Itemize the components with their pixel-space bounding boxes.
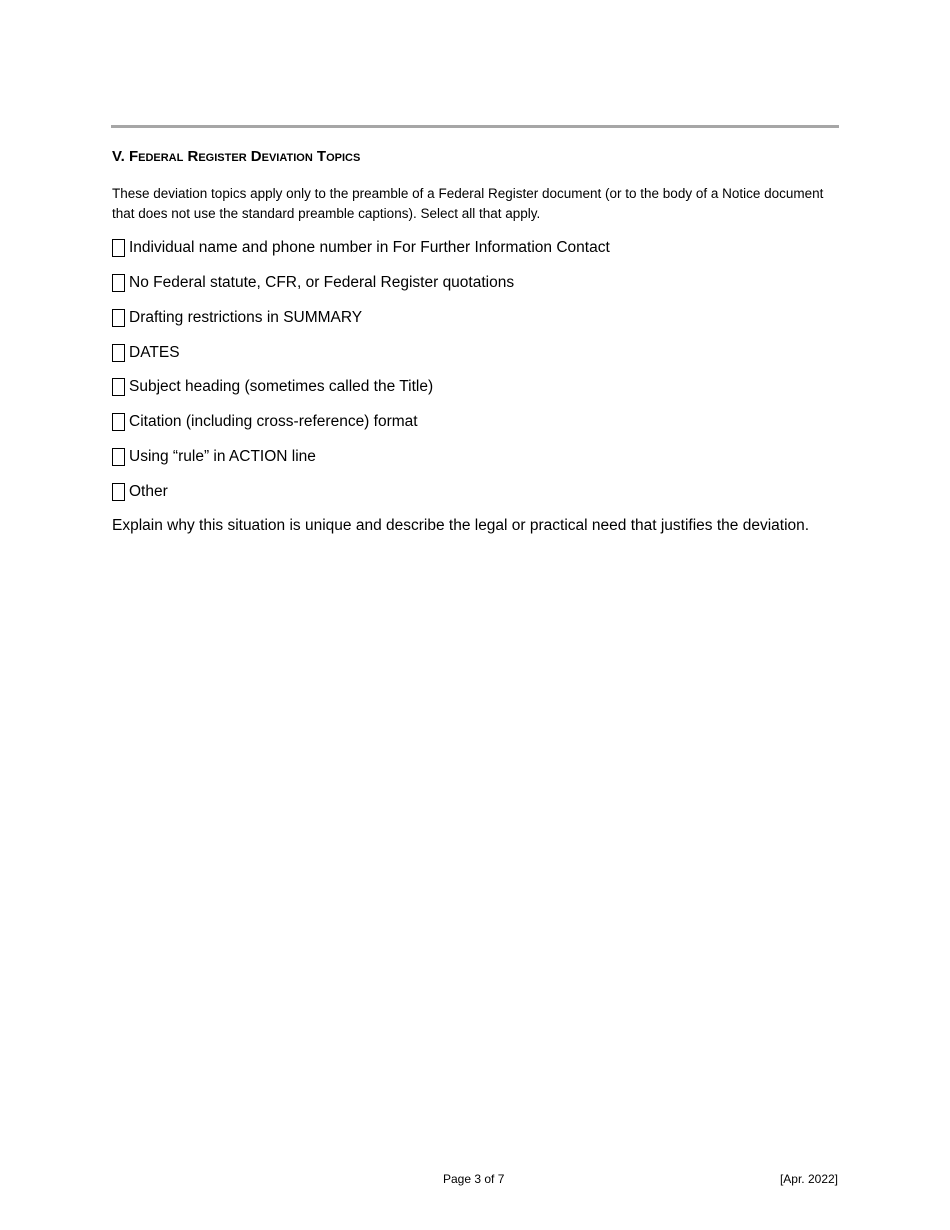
checkbox[interactable]	[112, 274, 125, 292]
section-intro: These deviation topics apply only to the preamble of a Federal Register document (or to the body of a Notice document that does not use the standard preamble captions). Select all that apply.	[112, 186, 824, 221]
section-divider	[111, 125, 839, 128]
option-row-contact[interactable]	[112, 237, 610, 259]
checkbox[interactable]	[112, 378, 125, 396]
checkbox[interactable]	[112, 239, 125, 257]
option-label: Individual name and phone number in For Further Information Contact	[129, 239, 610, 256]
option-label: Drafting restrictions in SUMMARY	[129, 309, 363, 326]
section-title: V. Federal Register Deviation Topics	[112, 148, 361, 165]
checkbox[interactable]	[112, 344, 125, 362]
option-row-summary[interactable]	[112, 307, 362, 329]
option-label: DATES	[129, 344, 180, 361]
checkbox[interactable]	[112, 309, 125, 327]
checkbox[interactable]	[112, 448, 125, 466]
option-row-quotations[interactable]	[112, 272, 514, 294]
explain-prompt: Explain why this situation is unique and describe the legal or practical need that justifies the deviation.	[112, 517, 810, 534]
option-row-subject-heading[interactable]	[112, 376, 433, 398]
option-label: Using “rule” in ACTION line	[129, 448, 316, 465]
option-label: Citation (including cross-reference) format	[129, 413, 418, 430]
option-label: Other	[129, 483, 168, 500]
option-row-action-line[interactable]	[112, 446, 316, 468]
option-row-dates[interactable]	[112, 342, 180, 364]
revision-date: [Apr. 2022]	[779, 1172, 838, 1186]
checkbox[interactable]	[112, 483, 125, 501]
option-row-other[interactable]	[112, 481, 168, 503]
checkbox[interactable]	[112, 413, 125, 431]
option-label: Subject heading (sometimes called the Title)	[129, 378, 434, 395]
option-row-citation[interactable]	[112, 411, 418, 433]
option-label: No Federal statute, CFR, or Federal Register quotations	[129, 274, 515, 291]
page-number: Page 3 of 7	[443, 1172, 505, 1186]
